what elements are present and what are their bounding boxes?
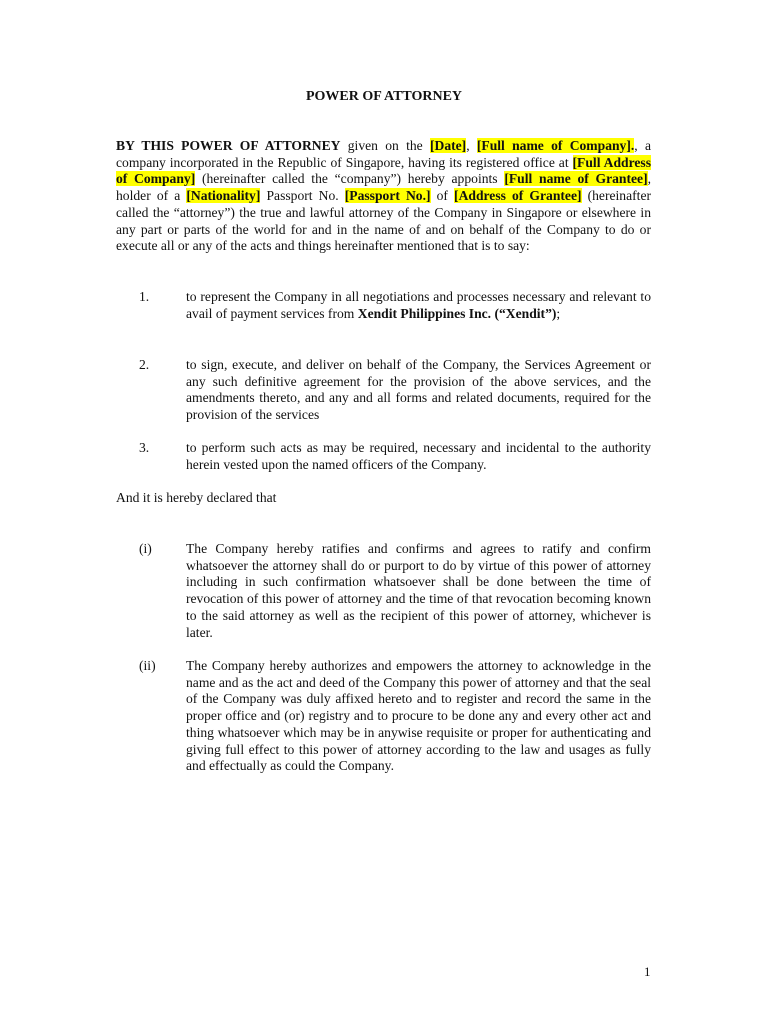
item-text: The Company hereby authorizes and empowers the attorney to acknowledge in the name and as the act and deed of the Company this power of attorney and that the seal of the Company was duly affixed hereto and to register and record the same in the proper office and (or) registry and to procure to be done any and every other act and thing whatsoever which may be in anywise requisite or proper for authenticating and giving full effect to this power of attorney according to the law and usages as fully and effectually as could the Company. — [186, 658, 651, 774]
passport-no-placeholder: [Passport No.] — [344, 188, 431, 204]
xendit-name: Xendit Philippines Inc. (“Xendit”) — [357, 305, 557, 321]
intro-text-8: (hereinafter called the “attorney”) the true and lawful attorney of the Company in Singapore or elsewhere in any part or parts of the world for and in the name of and on behalf of the Company to do or execute all or any of the acts and things hereinafter mentioned that is to say: — [116, 188, 651, 254]
intro-paragraph — [116, 138, 651, 255]
grantee-address-placeholder: [Address of Grantee] — [454, 188, 582, 204]
grantee-name-placeholder: [Full name of Grantee] — [504, 171, 648, 187]
intro-text-6: Passport No. — [260, 188, 345, 204]
item-text-part: ; — [556, 305, 561, 321]
item-text: to perform such acts as may be required, necessary and incidental to the authority herein vested upon the named officers of the Company. — [186, 440, 651, 472]
page-number: 1 — [644, 964, 651, 979]
intro-text-3: , a company incorporated in the Republic of Singapore, having its registered office at — [116, 138, 651, 170]
item-number: 2. — [139, 357, 150, 372]
intro-text-1: given on the — [340, 138, 430, 153]
item-text — [186, 289, 651, 322]
item-text: to sign, execute, and deliver on behalf of the Company, the Services Agreement or any such definitive agreement for the provision of the above services, and the amendments thereto, and any and all forms and related documents, required for the provision of the services — [186, 357, 651, 423]
intro-text-4: (hereinafter called the “company”) hereby appoints — [195, 171, 505, 187]
company-name-placeholder: [Full name of Company]. — [476, 138, 635, 153]
document-title: POWER OF ATTORNEY — [305, 89, 463, 104]
intro-lead: BY THIS POWER OF ATTORNEY — [116, 138, 341, 153]
item-number: 1. — [139, 289, 150, 304]
intro-text-7: of — [430, 188, 455, 204]
intro-text-5: , holder of a — [116, 171, 652, 204]
item-number: 3. — [139, 440, 150, 455]
company-address-placeholder: [Full Address of Company] — [116, 154, 651, 187]
item-number: (ii) — [139, 658, 156, 673]
nationality-placeholder: [Nationality] — [186, 188, 261, 204]
item-number: (i) — [139, 541, 152, 556]
item-text-part: to represent the Company in all negotiations and processes necessary and relevant to avail of payment services from — [186, 289, 651, 321]
date-placeholder: [Date] — [429, 138, 467, 153]
item-text: The Company hereby ratifies and confirms and agrees to ratify and confirm whatsoever the attorney shall do or purport to do by virtue of this power of attorney including in such confirmation whatsoever shall be done between the time of revocation of this power of attorney and the time of that revocation becoming known to the said attorney as well as the recipient of this power of attorney, whichever is later. — [186, 541, 651, 640]
intro-text-2: , — [466, 138, 477, 153]
declaration-line: And it is hereby declared that — [116, 490, 277, 505]
